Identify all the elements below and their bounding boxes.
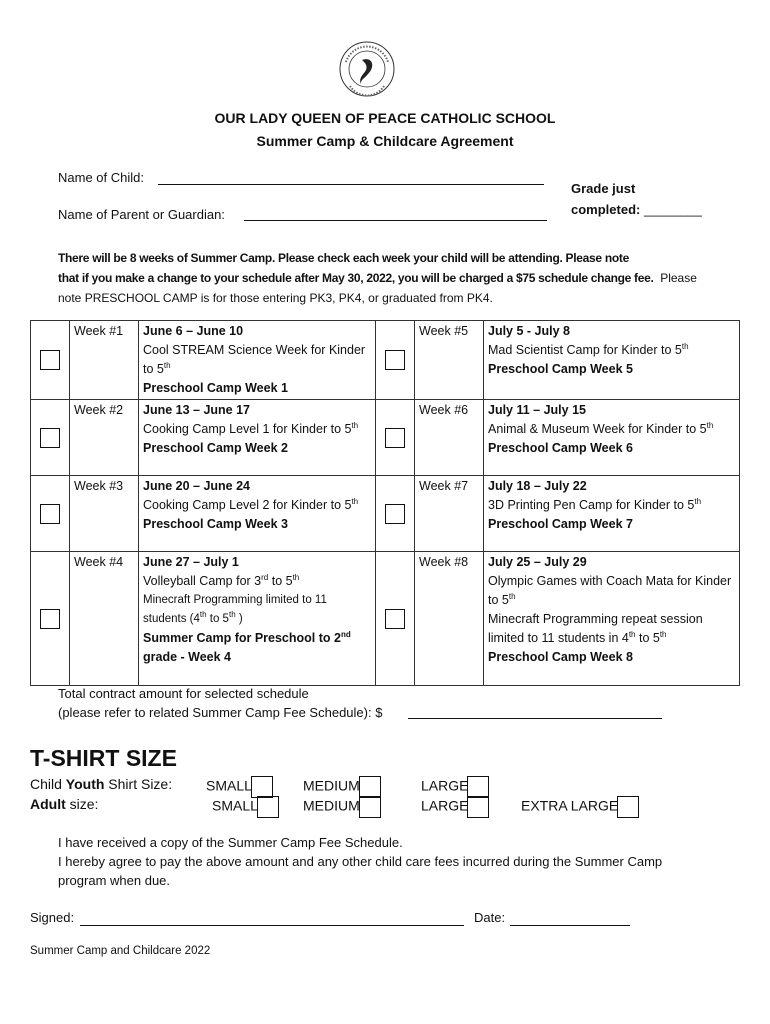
table-row — [31, 552, 740, 686]
adult-xlarge-option: EXTRA LARGE — [521, 796, 639, 818]
adult-medium-option: MEDIUM — [303, 796, 381, 818]
total-contract — [58, 684, 382, 722]
child-name-label: Name of Child: — [58, 170, 144, 185]
week3-checkbox[interactable] — [40, 504, 60, 524]
week-label: Week #1 — [70, 321, 139, 400]
week-desc: students (4th to 5th ) — [143, 610, 243, 625]
parent-name-label: Name of Parent or Guardian: — [58, 207, 225, 222]
notice-line-1: There will be 8 weeks of Summer Camp. Please check each week your child will be attending. Please note — [58, 251, 629, 265]
week-desc: 3D Printing Pen Camp for Kinder to 5th — [488, 496, 702, 512]
total-line-1: Total contract amount for selected schedule — [58, 686, 309, 701]
date-field[interactable] — [510, 911, 630, 926]
week-label: Week #8 — [415, 552, 484, 686]
preschool-week: Summer Camp for Preschool to 2nd — [143, 629, 351, 645]
notice-line-3: note PRESCHOOL CAMP is for those entering PK3, PK4, or graduated from PK4. — [58, 291, 493, 305]
school-name: OUR LADY QUEEN OF PEACE CATHOLIC SCHOOL — [214, 110, 556, 126]
week-label: Week #2 — [70, 400, 139, 476]
signature-field[interactable] — [80, 911, 464, 926]
grade-field[interactable]: ________ — [643, 202, 702, 217]
week-dates: June 20 – June 24 — [143, 479, 251, 493]
youth-small-option: SMALL — [206, 776, 273, 798]
parent-name-field[interactable] — [244, 206, 547, 221]
preschool-week: Preschool Camp Week 7 — [488, 517, 633, 531]
signed-label: Signed: — [30, 910, 75, 925]
week-label: Week #4 — [70, 552, 139, 686]
week-dates: June 6 – June 10 — [143, 324, 244, 338]
week-dates: July 18 – July 22 — [488, 479, 587, 493]
grade-label-line2: completed: — [571, 202, 641, 217]
ack-line-1: I have received a copy of the Summer Camp Fee Schedule. — [58, 835, 403, 850]
child-name-field[interactable] — [158, 170, 544, 185]
schedule-notice — [58, 248, 748, 308]
week8-checkbox[interactable] — [385, 609, 405, 629]
week-dates: June 27 – July 1 — [143, 555, 239, 569]
preschool-week: Preschool Camp Week 5 — [488, 362, 633, 376]
week4-checkbox[interactable] — [40, 609, 60, 629]
ack-line-2: I hereby agree to pay the above amount and any other child care fees incurred during the Summer Camp program when due. — [58, 854, 663, 888]
week6-checkbox[interactable] — [385, 428, 405, 448]
week-desc: Mad Scientist Camp for Kinder to 5th — [488, 341, 689, 357]
week2-checkbox[interactable] — [40, 428, 60, 448]
adult-xlarge-checkbox[interactable] — [617, 796, 639, 818]
acknowledgement — [58, 833, 738, 890]
weeks-table — [30, 320, 740, 686]
school-seal-logo — [338, 40, 396, 98]
youth-small-checkbox[interactable] — [251, 776, 273, 798]
preschool-week-end: grade - Week 4 — [143, 650, 232, 664]
week-label: Week #6 — [415, 400, 484, 476]
week-label: Week #5 — [415, 321, 484, 400]
week-dates: July 5 - July 8 — [488, 324, 570, 338]
youth-size-label: Child Youth Shirt Size: — [30, 776, 173, 792]
preschool-week: Preschool Camp Week 8 — [488, 650, 633, 664]
week-desc: Cooking Camp Level 1 for Kinder to 5th — [143, 420, 359, 436]
adult-size-label: Adult size: — [30, 796, 99, 812]
adult-large-option: LARGE — [421, 796, 489, 818]
week-dates: July 11 – July 15 — [488, 403, 586, 417]
date-label: Date: — [474, 910, 506, 925]
week-desc: Animal & Museum Week for Kinder to 5th — [488, 420, 714, 436]
total-amount-field[interactable] — [408, 704, 662, 719]
week-label: Week #3 — [70, 476, 139, 552]
week-desc: Minecraft Programming limited to 11 — [143, 594, 327, 606]
preschool-week: Preschool Camp Week 6 — [488, 441, 633, 455]
week1-checkbox[interactable] — [40, 350, 60, 370]
table-row — [31, 476, 740, 552]
week-desc: Cooking Camp Level 2 for Kinder to 5th — [143, 496, 359, 512]
week-label: Week #7 — [415, 476, 484, 552]
preschool-week: Preschool Camp Week 1 — [143, 381, 288, 395]
youth-medium-checkbox[interactable] — [359, 776, 381, 798]
preschool-week: Preschool Camp Week 3 — [143, 517, 288, 531]
week-desc: Volleyball Camp for 3rd to 5th — [143, 572, 300, 588]
notice-line-2: that if you make a change to your schedule after May 30, 2022, you will be charged a $75 schedule change fee. — [58, 271, 654, 285]
adult-small-checkbox[interactable] — [257, 796, 279, 818]
form-title: Summer Camp & Childcare Agreement — [256, 133, 514, 149]
table-row — [31, 400, 740, 476]
footer-text: Summer Camp and Childcare 2022 — [30, 945, 211, 957]
total-line-2: (please refer to related Summer Camp Fee Schedule): $ — [58, 705, 383, 720]
youth-large-checkbox[interactable] — [467, 776, 489, 798]
notice-tail: Please — [660, 271, 697, 285]
table-row — [31, 321, 740, 400]
tshirt-heading: T-SHIRT SIZE — [30, 745, 177, 771]
week-desc: Cool STREAM Science Week for Kinder to 5th — [143, 343, 366, 376]
week-dates: July 25 – July 29 — [488, 555, 587, 569]
adult-small-option: SMALL — [212, 796, 279, 818]
week5-checkbox[interactable] — [385, 350, 405, 370]
grade-label-line1: Grade just — [571, 181, 636, 196]
preschool-week: Preschool Camp Week 2 — [143, 441, 288, 455]
youth-large-option: LARGE — [421, 776, 489, 798]
grade-label — [571, 178, 702, 220]
week7-checkbox[interactable] — [385, 504, 405, 524]
adult-medium-checkbox[interactable] — [359, 796, 381, 818]
adult-large-checkbox[interactable] — [467, 796, 489, 818]
week-desc: Olympic Games with Coach Mata for Kinder to 5th — [488, 574, 732, 607]
week-dates: June 13 – June 17 — [143, 403, 251, 417]
youth-medium-option: MEDIUM — [303, 776, 381, 798]
week-desc: Minecraft Programming repeat session limited to 11 students in 4th to 5th — [488, 612, 703, 645]
